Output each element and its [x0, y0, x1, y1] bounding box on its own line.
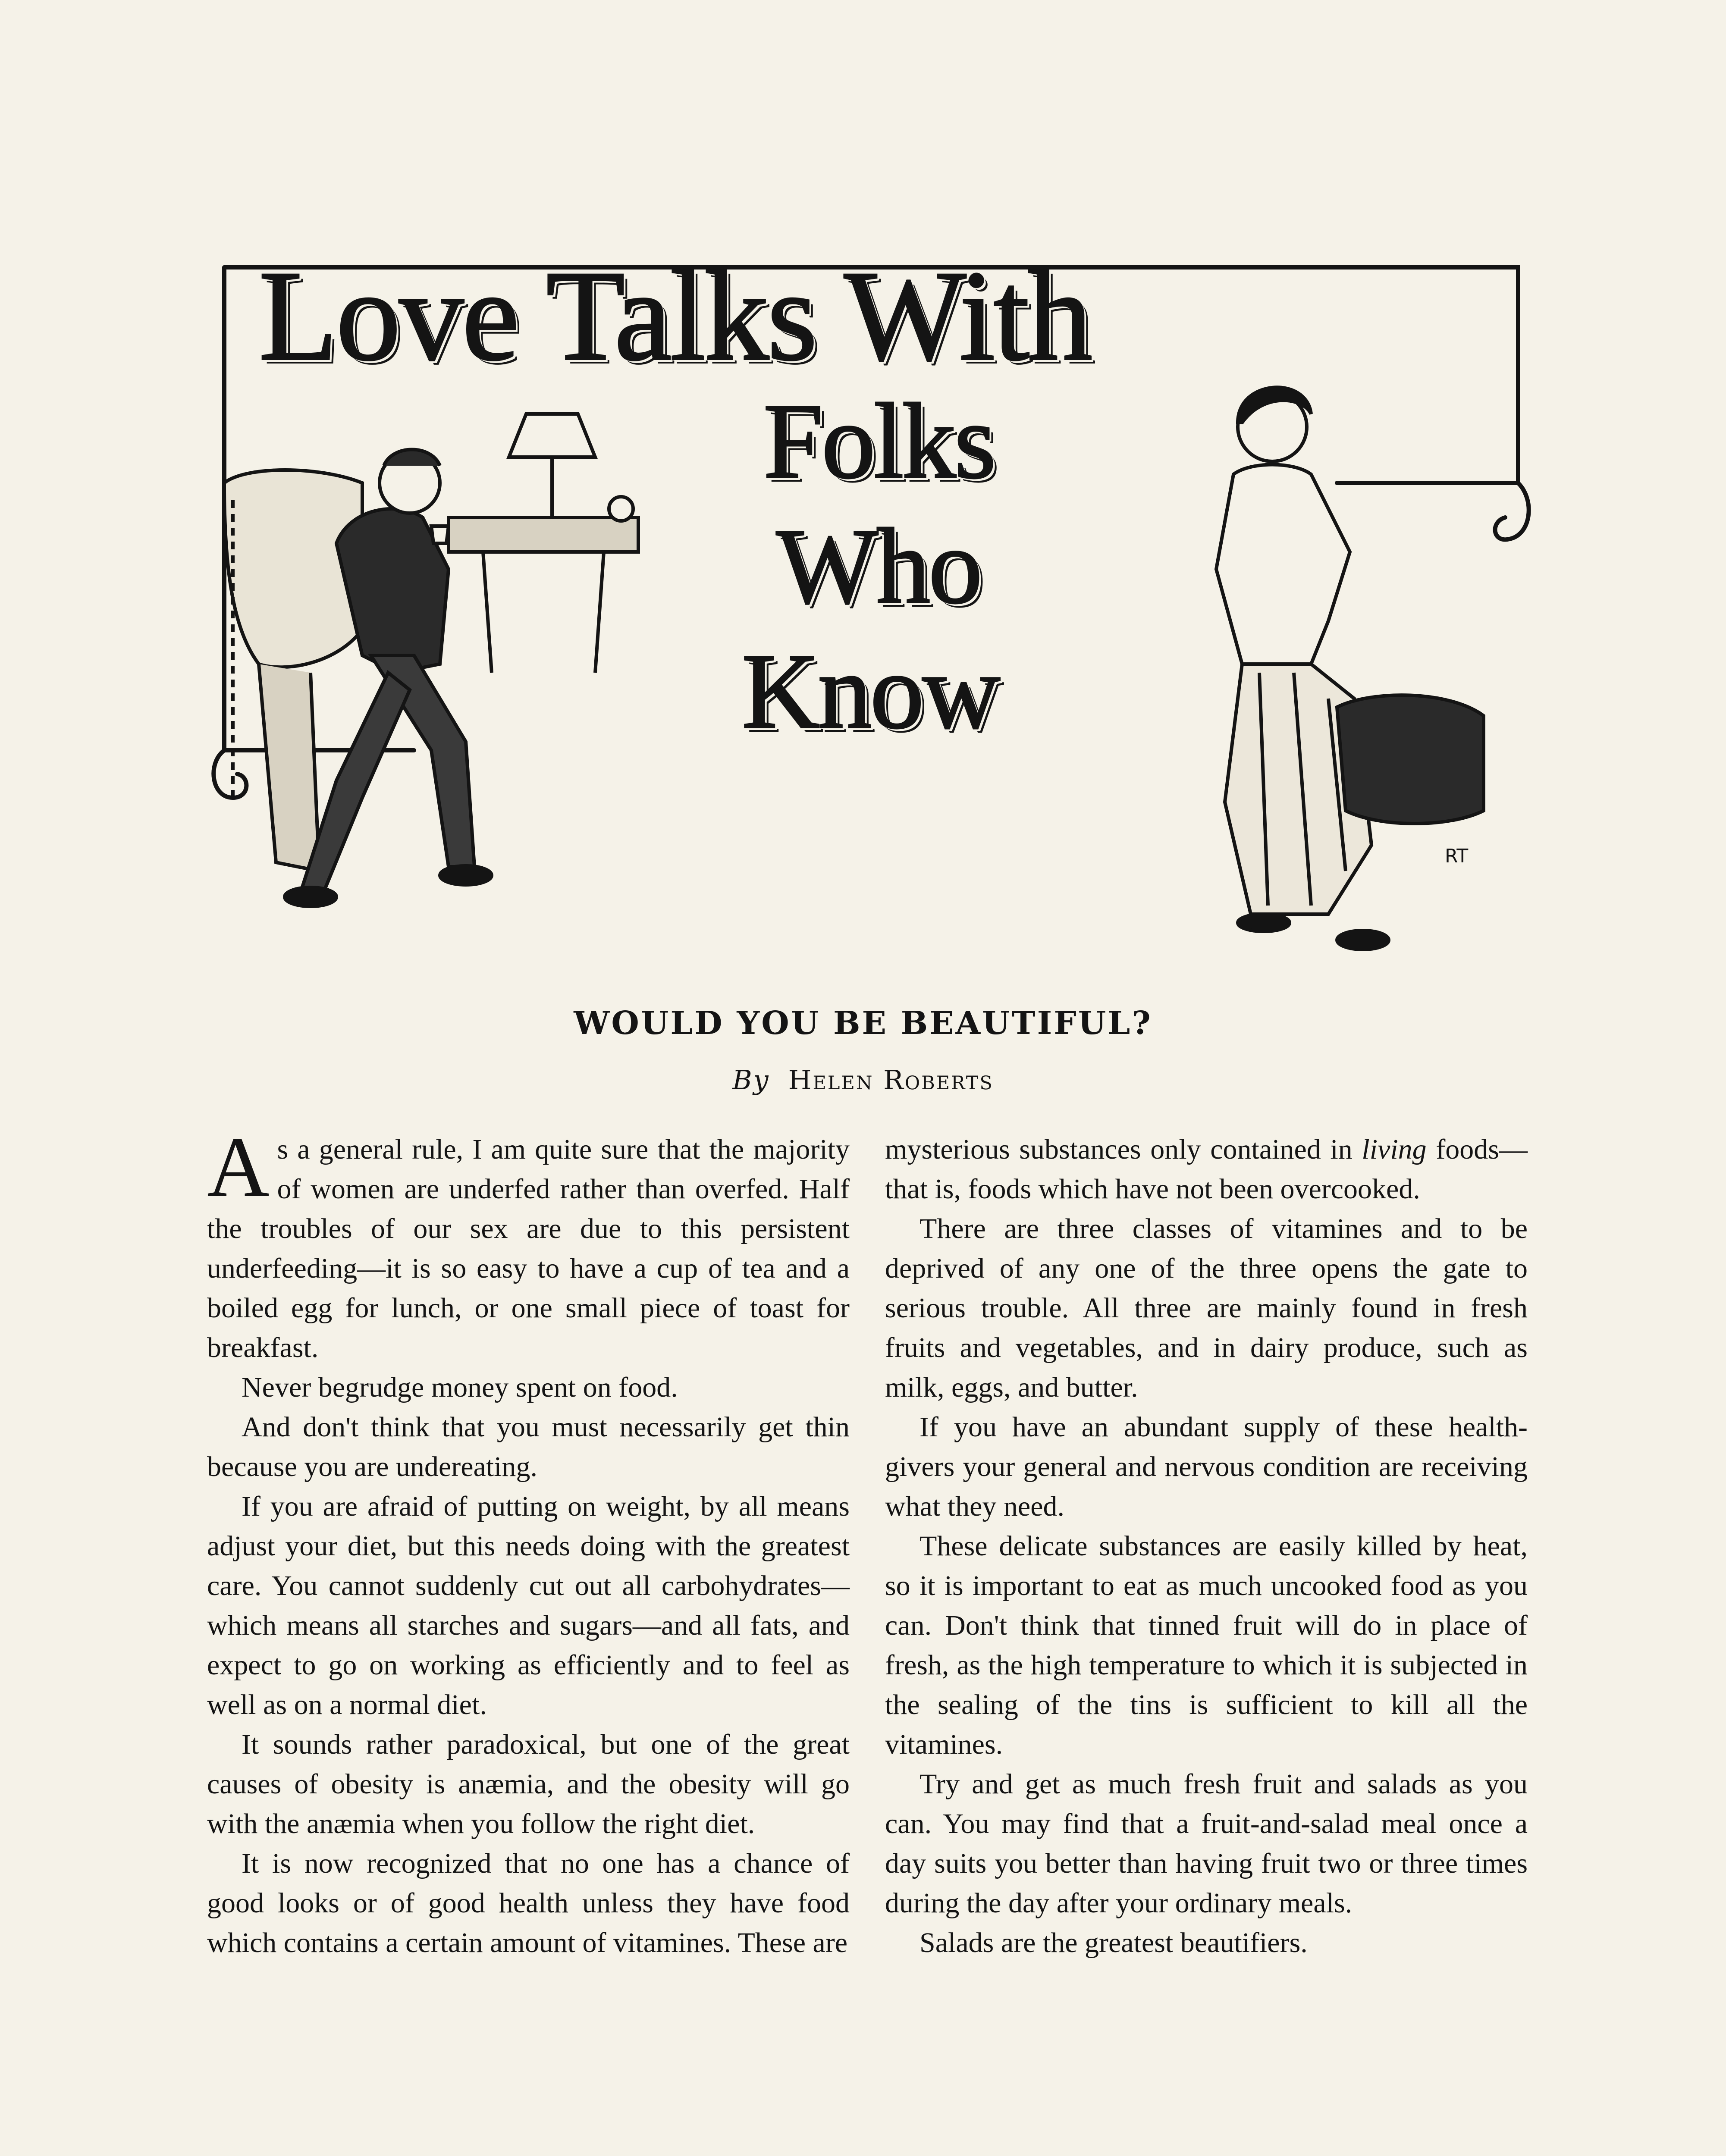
article-column-left: [207, 1119, 850, 1963]
header-title-line: Folks: [763, 382, 995, 501]
article-column-right: [885, 1130, 1528, 1963]
byline-prefix: By: [732, 1064, 770, 1096]
woman-figure: [1216, 387, 1484, 950]
author-name: Helen Roberts: [788, 1064, 994, 1096]
paragraph: Never begrudge money spent on food.: [242, 1372, 678, 1403]
paragraph: It sounds rather paradoxical, but one of the great causes of obesity is anæmia, and the obesity will go with the anæmia when you follow the right diet.: [207, 1729, 850, 1839]
paragraph: There are three classes of vitamines and to be deprived of any one of the three opens the gate to serious trouble. All three are mainly found in fresh fruits and vegetables, and in dairy produce, such as milk, eggs, and butter.: [885, 1213, 1528, 1403]
byline: [0, 1064, 1726, 1096]
paragraph: And don't think that you must necessarily get thin because you are undereating.: [207, 1411, 850, 1482]
artist-signature: RT: [1445, 845, 1469, 867]
paragraph: Try and get as much fresh fruit and salads as you can. You may find that a fruit-and-salad meal once a day suits you better than having fruit two or three times during the day after your ordinary meals.: [885, 1768, 1528, 1919]
header-title-line: Who: [776, 507, 981, 626]
article-title: WOULD YOU BE BEAUTIFUL?: [574, 1005, 1152, 1042]
header-title-line: Love Talks With: [259, 244, 1091, 387]
paragraph: As a general rule, I am quite sure that the majority of women are underfed rather than overfed. Half the troubles of our sex are due to this persistent underfeeding—it is so easy to have a cup of tea and a boiled egg for lunch, or one small piece of toast for breakfast.: [207, 1119, 850, 1363]
drop-cap: A: [207, 1119, 270, 1215]
paragraph: mysterious substances only contained in living foods—that is, foods which have not been overcooked.: [885, 1134, 1528, 1205]
paragraph: It is now recognized that no one has a chance of good looks or of good health unless they have food which contains a certain amount of vitamines. These are: [207, 1848, 850, 1959]
header-title-line: Know: [742, 632, 999, 751]
paragraph: Salads are the greatest beautifiers.: [919, 1927, 1308, 1959]
man-figure: [224, 414, 638, 906]
paragraph: If you have an abundant supply of these health-givers your general and nervous condition are receiving what they need.: [885, 1411, 1528, 1522]
paragraph: These delicate substances are easily killed by heat, so it is important to eat as much uncooked food as you can. Don't think that tinned fruit will do in place of fresh, as the high temperature to which it is subjected in the sealing of the tins is sufficient to kill all the vitamines.: [885, 1530, 1528, 1760]
paragraph: If you are afraid of putting on weight, by all means adjust your diet, but this needs doing with the greatest care. You cannot suddenly cut out all carbohydrates—which means all starches and sugars—and all fats, and expect to go on working as efficiently and to feel as well as on a normal diet.: [207, 1491, 850, 1720]
